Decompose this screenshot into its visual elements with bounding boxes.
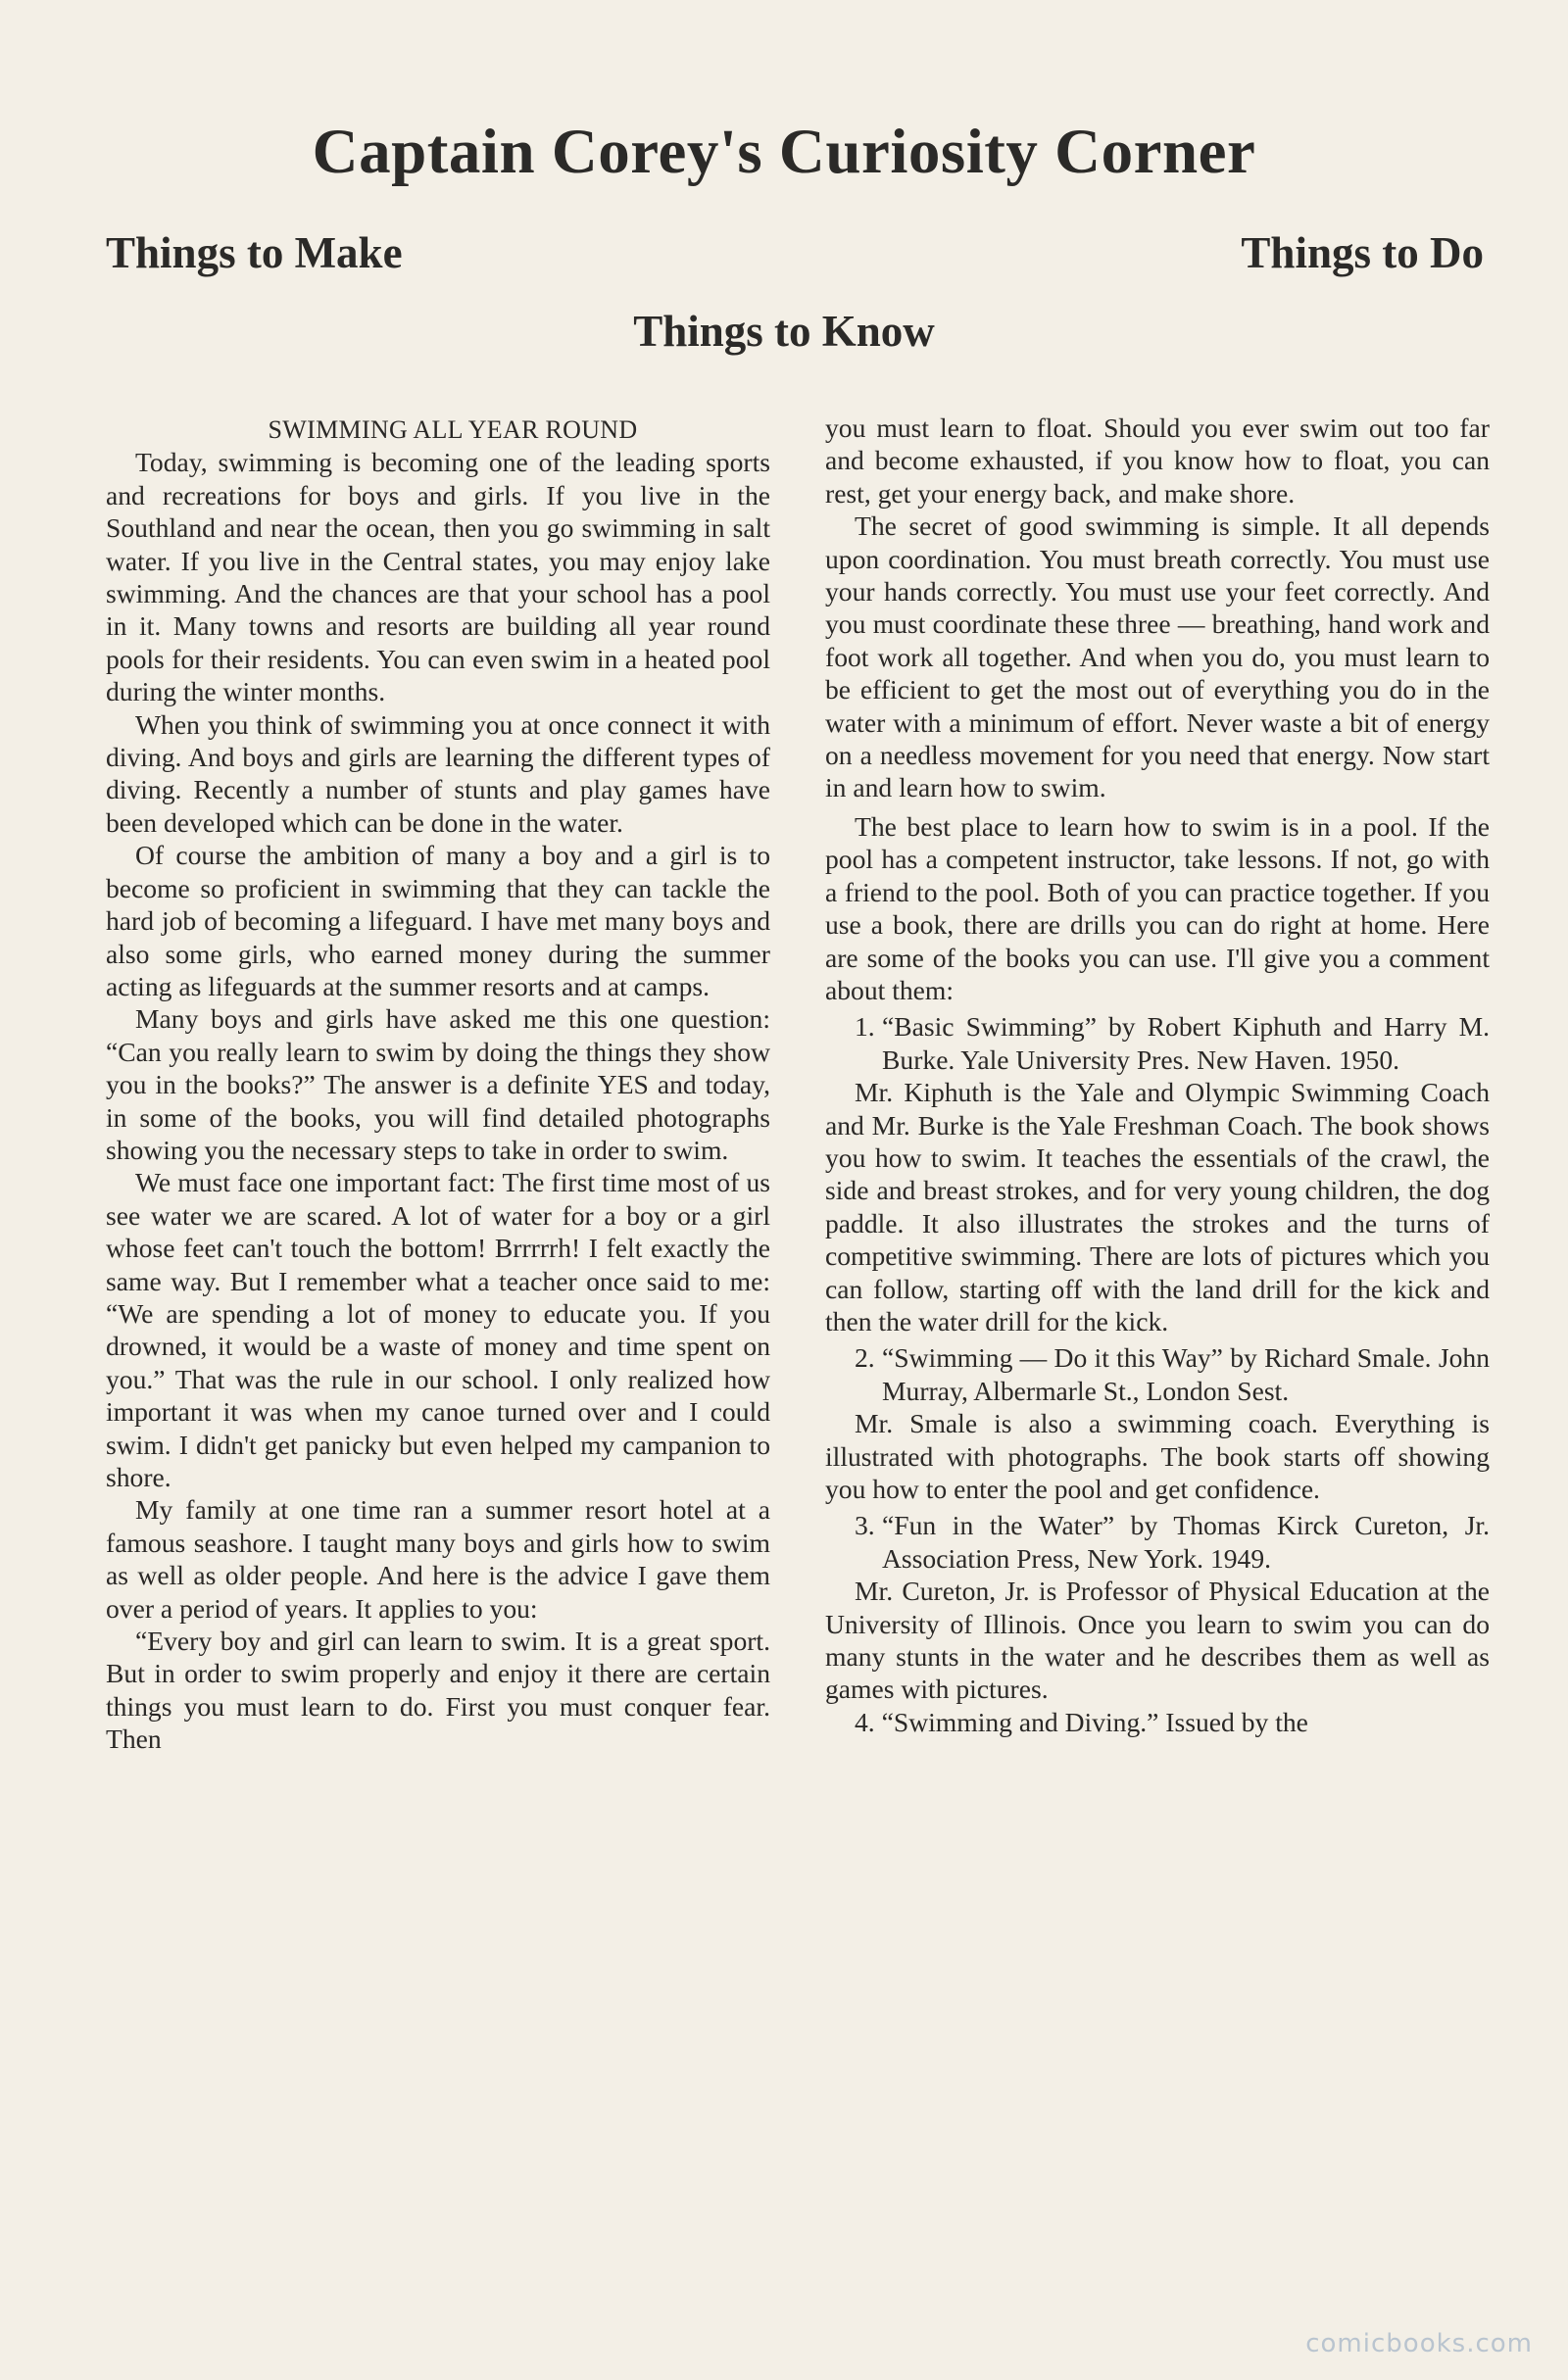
paragraph: Today, swimming is becoming one of the leading sports and recreations for boys and girls. If you live in the Southland and near the ocean, then you go swimming in salt water. If you live in the Central states, you may enjoy lake swimming. And the chances are that your school has a pool in it. Many towns and resorts are building all year round pools for their residents. You can even swim in a heated pool during the winter months.: [106, 447, 770, 707]
book-comment: Mr. Kiphuth is the Yale and Olympic Swimming Coach and Mr. Burke is the Yale Freshman Coach. The book shows you how to swim. It teaches the essentials of the crawl, the side and breast strokes, and for very young children, the dog paddle. It also illustrates the strokes and the turns of competitive swimming. There are lots of pictures which you can follow, starting off with the land drill for the kick and then the water drill for the kick.: [825, 1077, 1490, 1336]
article-right-column: [825, 412, 1490, 1738]
paragraph: The best place to learn how to swim is in a pool. If the pool has a competent instructor, take lessons. If not, go with a friend to the pool. Both of you can practice together. If you use a book, there are drills you can do right at home. Here are some of the books you can use. I'll give you a comment about them:: [825, 810, 1490, 1005]
book-entry: [825, 1010, 1490, 1076]
book-comment: Mr. Smale is also a swimming coach. Everything is illustrated with photographs. The book starts off showing you how to enter the pool and get confidence.: [825, 1408, 1490, 1504]
book-citation: “Basic Swimming” by Robert Kiphuth and Harry M. Burke. Yale University Pres. New Haven. 1950.: [882, 1011, 1490, 1075]
book-citation: “Swimming — Do it this Way” by Richard Smale. John Murray, Albermarle St., London Sest.: [882, 1342, 1490, 1406]
book-number: 3.: [855, 1510, 875, 1541]
article-heading: SWIMMING ALL YEAR ROUND: [268, 415, 638, 444]
book-entry: [825, 1509, 1490, 1575]
article-left-column: [106, 412, 770, 1756]
paragraph: you must learn to float. Should you ever swim out too far and become exhausted, if you know how to float, you can rest, get your energy back, and make shore.: [825, 413, 1490, 509]
book-entry-last: 4. “Swimming and Diving.” Issued by the: [855, 1706, 1308, 1737]
page-title: Captain Corey's Curiosity Corner: [312, 117, 1256, 187]
paragraph: When you think of swimming you at once connect it with diving. And boys and girls are learning the different types of diving. Recently a number of stunts and play games have been developed which can be done in the water.: [106, 708, 770, 838]
paragraph: My family at one time ran a summer resort hotel at a famous seashore. I taught many boys and girls how to swim as well as older people. And here is the advice I gave them over a period of years. It applies to you:: [106, 1494, 770, 1624]
book-entry: [825, 1341, 1490, 1407]
subtitle-make: Things to Make: [106, 228, 403, 277]
book-comment: Mr. Cureton, Jr. is Professor of Physical Education at the University of Illinois. Once you learn to swim you can do many stunts in the water and he describes them as well as games with pictures.: [825, 1576, 1490, 1705]
paragraph: Of course the ambition of many a boy and a girl is to become so proficient in swimming that they can tackle the hard job of becoming a lifeguard. I have met many boys and also some girls, who earned money during the summer acting as lifeguards at the summer resorts and at camps.: [106, 840, 770, 1001]
site-watermark: comicbooks.com: [1305, 2329, 1533, 2358]
paragraph: The secret of good swimming is simple. It all depends upon coordination. You must breath correctly. You must use your hands correctly. You must use your feet correctly. And you must coordinate these three — breathing, hand work and foot work all together. And when you do, you must learn to be efficient to get the most out of everything you do in the water with a minimum of effort. Never waste a bit of energy on a needless movement for you need that energy. Now start in and learn how to swim.: [825, 510, 1490, 803]
subtitle-do: Things to Do: [1241, 228, 1484, 277]
book-number: 1.: [855, 1011, 875, 1043]
paragraph: “Every boy and girl can learn to swim. It is a great sport. But in order to swim properly and enjoy it there are certain things you must learn to do. First you must conquer fear. Then: [106, 1626, 770, 1755]
paragraph: We must face one important fact: The first time most of us see water we are scared. A lot of water for a boy or a girl whose feet can't touch the bottom! Brrrrrh! I felt exactly the same way. But I remember what a teacher once said to me: “We are spending a lot of money to educate you. If you drowned, it would be a waste of money and time spent on you.” That was the rule in our school. I only realized how important it was when my canoe turned over and I could swim. I didn't get panicky but even helped my campanion to shore.: [106, 1167, 770, 1492]
book-number: 2.: [855, 1342, 875, 1374]
paragraph: Many boys and girls have asked me this one question: “Can you really learn to swim by doing the things they show you in the books?” The answer is a definite YES and today, in some of the books, you will find detailed photographs showing you the necessary steps to take in order to swim.: [106, 1003, 770, 1165]
subtitle-know: Things to Know: [633, 307, 935, 356]
book-citation: “Fun in the Water” by Thomas Kirck Cureton, Jr. Association Press, New York. 1949.: [882, 1510, 1490, 1574]
